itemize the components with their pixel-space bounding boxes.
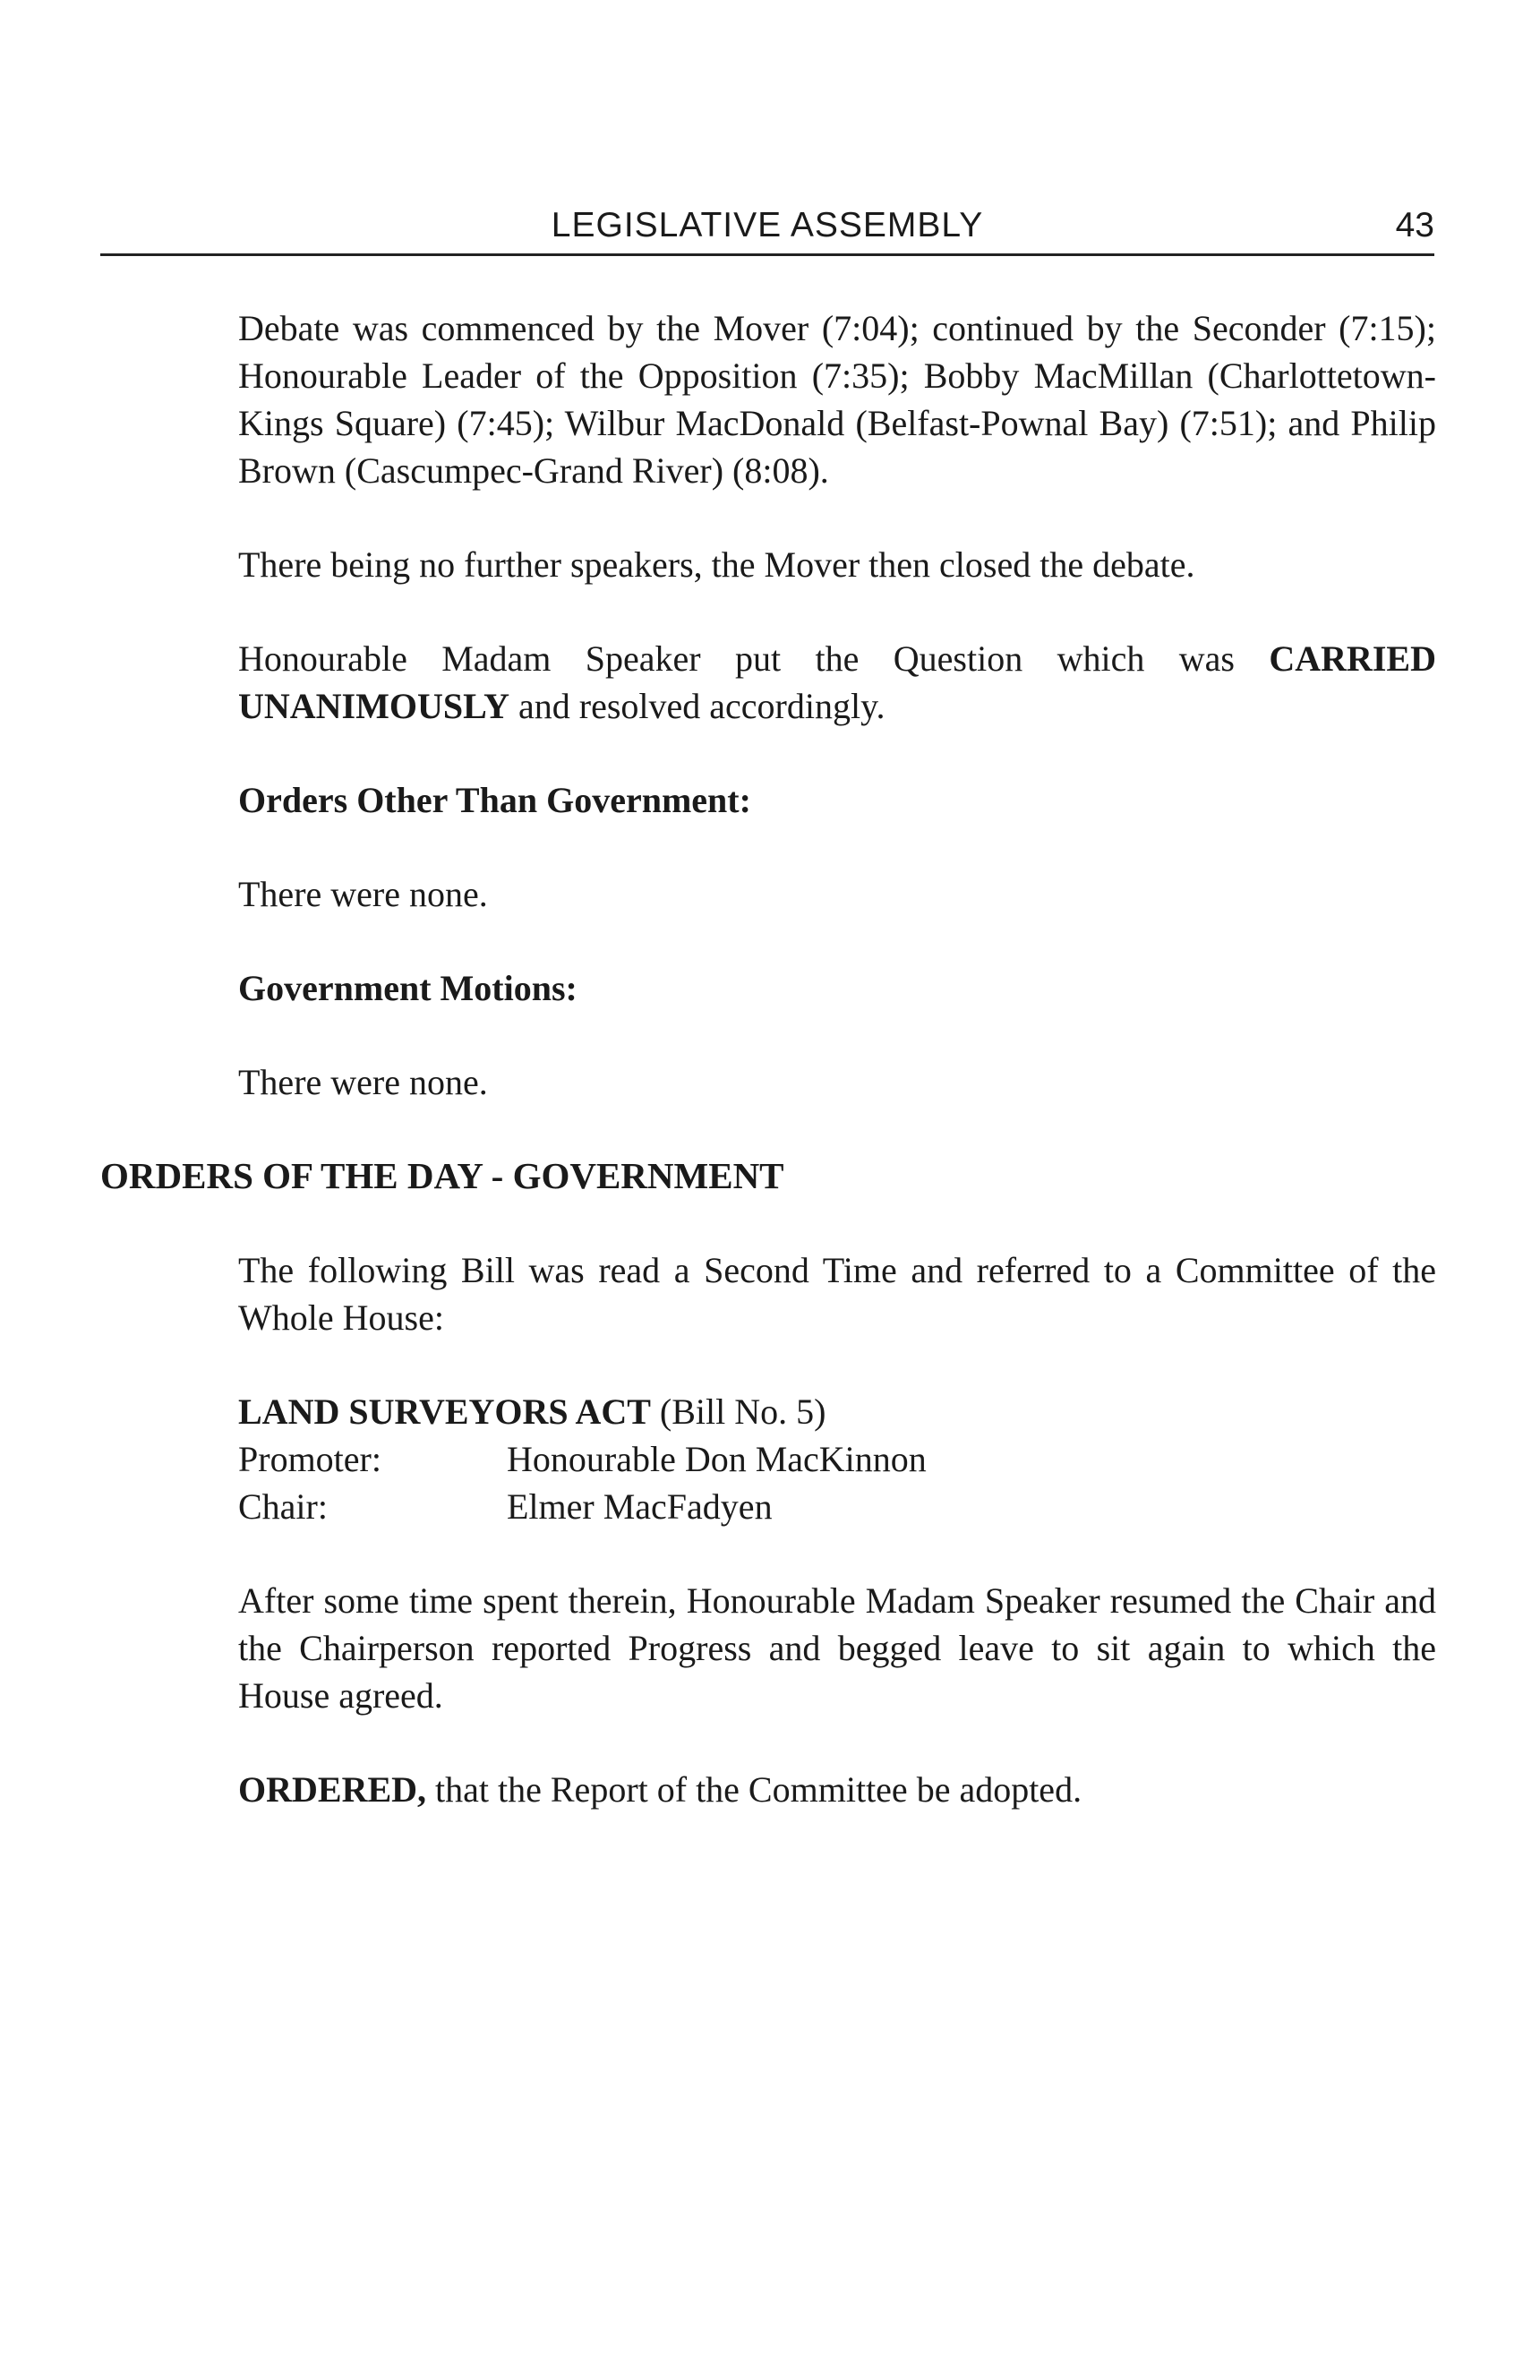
gov-motions-heading: Government Motions: — [238, 968, 578, 1008]
bill-intro-paragraph: The following Bill was read a Second Time and referred to a Committee of the Whole House: — [238, 1250, 1436, 1338]
chair-value: Elmer MacFadyen — [507, 1486, 773, 1527]
ordered-text: that the Report of the Committee be adopted. — [426, 1769, 1082, 1810]
promoter-value: Honourable Don MacKinnon — [507, 1439, 927, 1479]
ordered-label: ORDERED, — [238, 1769, 427, 1810]
bill-block — [238, 1388, 1436, 1530]
chair-row — [238, 1483, 1436, 1530]
closing-paragraph: There being no further speakers, the Mover then closed the debate. — [238, 544, 1195, 585]
bill-number: (Bill No. 5) — [650, 1391, 826, 1432]
orders-other-text: There were none. — [238, 874, 488, 914]
bill-title: LAND SURVEYORS ACT — [238, 1391, 651, 1432]
progress-paragraph: After some time spent therein, Honourable Madam Speaker resumed the Chair and the Chairperson reported Progress and begged leave to sit again to which the House agreed. — [238, 1580, 1436, 1716]
gov-motions-text: There were none. — [238, 1062, 488, 1102]
orders-other-heading: Orders Other Than Government: — [238, 780, 751, 820]
bill-title-line — [238, 1388, 1436, 1435]
orders-of-the-day-heading: ORDERS OF THE DAY - GOVERNMENT — [100, 1155, 784, 1196]
debate-paragraph: Debate was commenced by the Mover (7:04); continued by the Seconder (7:15); Honourable Leader of the Opposition (7:35); Bobby MacMillan (Charlottetown-Kings Square) (7:45); Wilbur MacDonald (Belfast-Pownal Bay) (7:51); and Philip Brown (Cascumpec-Grand River) (8:08). — [238, 308, 1436, 491]
running-title: LEGISLATIVE ASSEMBLY — [551, 206, 984, 244]
ordered-paragraph — [238, 1766, 1436, 1813]
question-prefix: Honourable Madam Speaker put the Question which was — [238, 638, 1270, 679]
page-header — [100, 201, 1434, 256]
page-number: 43 — [1395, 206, 1434, 244]
promoter-row — [238, 1435, 1436, 1483]
question-suffix: and resolved accordingly. — [509, 686, 886, 726]
question-result: CARRIED UNANIMOUSLY — [238, 638, 1436, 726]
question-paragraph — [238, 635, 1436, 730]
promoter-label: Promoter: — [238, 1439, 381, 1479]
chair-label: Chair: — [238, 1486, 328, 1527]
page-body — [100, 304, 1436, 1860]
